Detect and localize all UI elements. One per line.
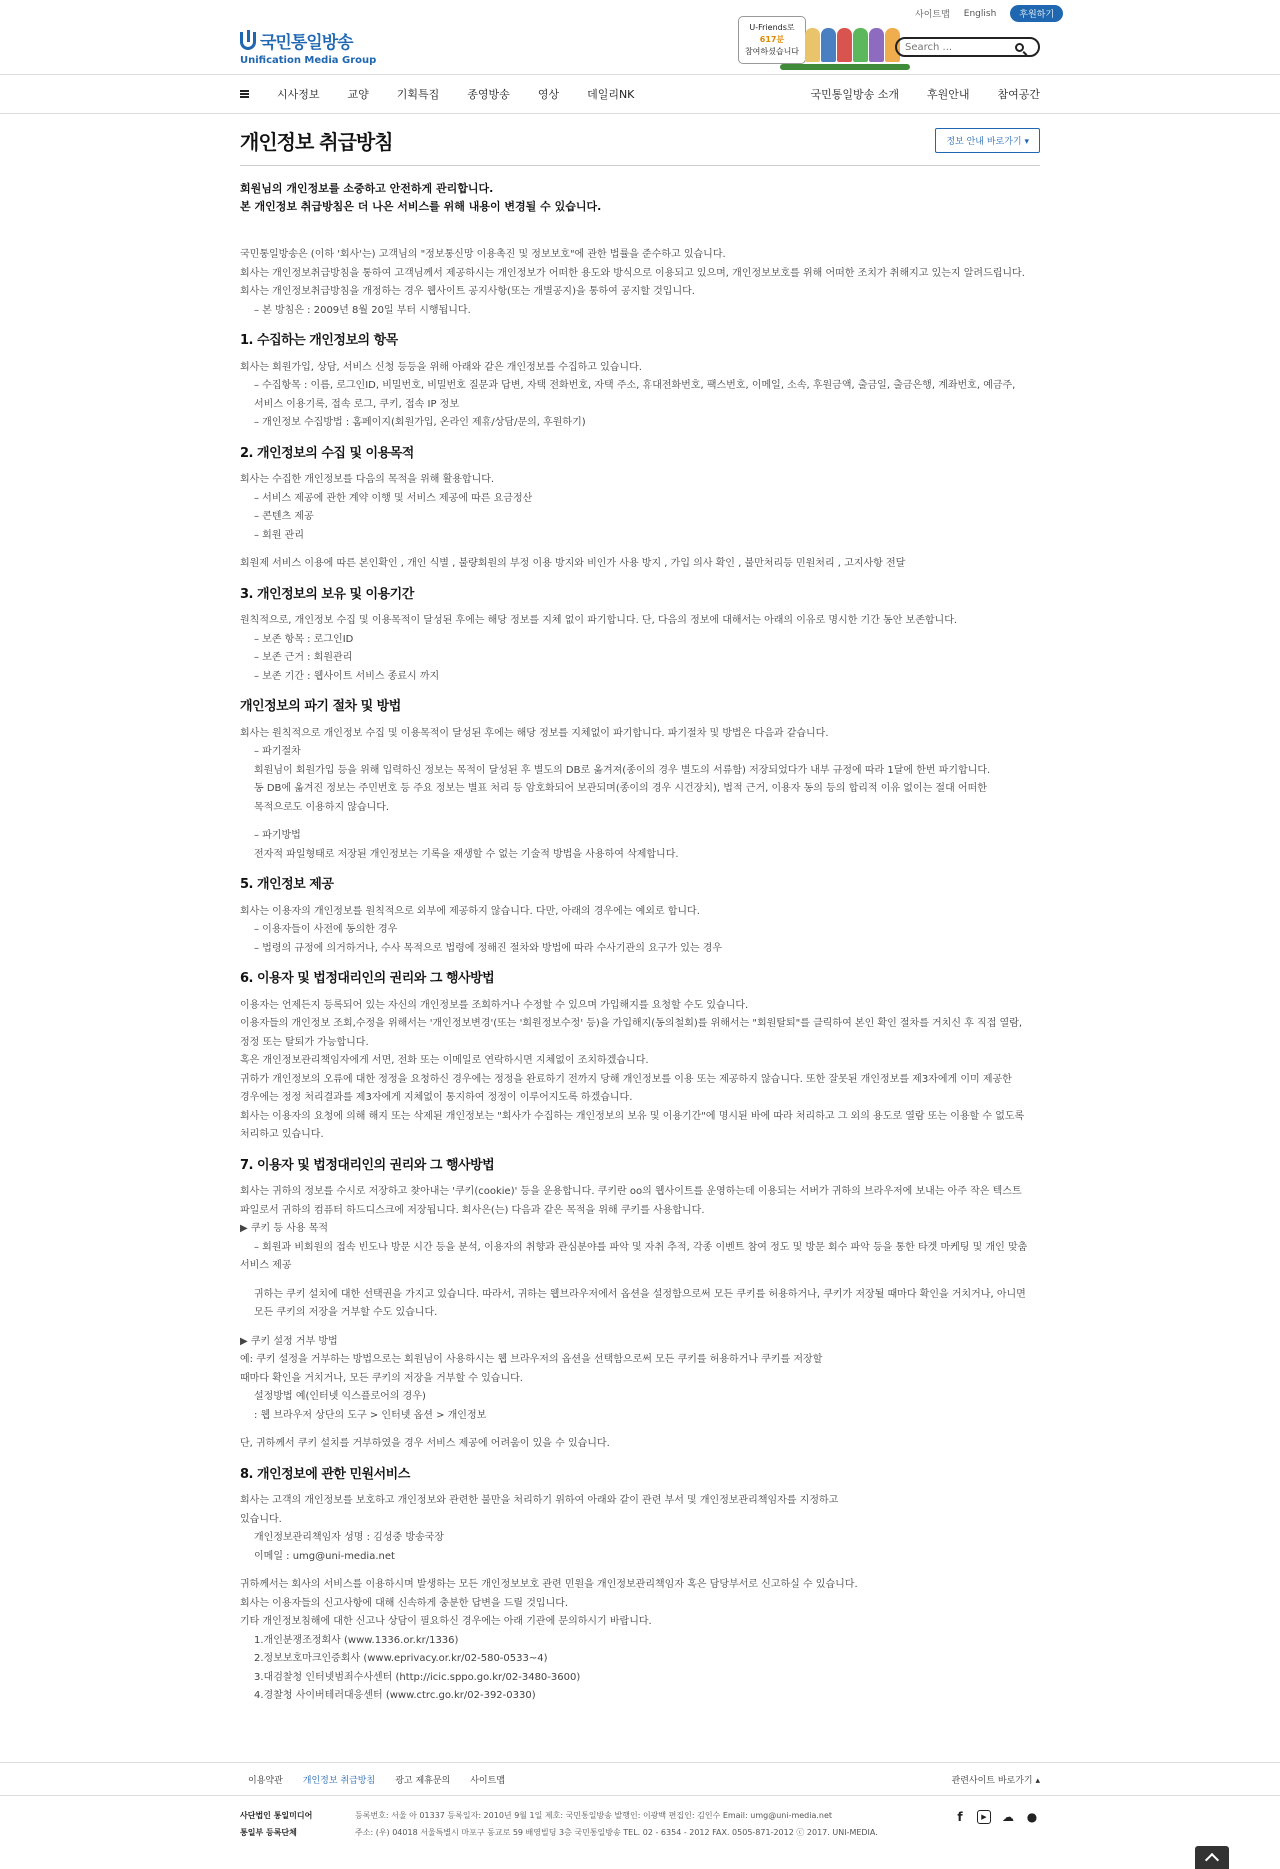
related-sites-dropdown[interactable]: 관련사이트 바로가기 ▴ <box>952 1773 1041 1786</box>
page-title: 개인정보 취급방침 <box>240 130 393 154</box>
top-links <box>915 5 1063 22</box>
section-line: 이용자들의 개인정보 조회,수정을 위해서는 '개인정보변경'(또는 '회원정보수정' 등)을 가입해지(동의철회)를 위해서는 "회원탈퇴"를 클릭하여 본인 확인 절차를 거치신 후 직접 열람, <box>240 1018 1023 1029</box>
youtube-icon[interactable]: ▶ <box>977 1810 991 1824</box>
ufriends-counter[interactable] <box>738 16 806 64</box>
policy-sections <box>240 332 1040 1706</box>
search-box[interactable] <box>895 37 1040 57</box>
section-line: 회사는 이용자의 요청에 의해 해지 또는 삭제된 개인정보는 "회사가 수집하는 개인정보의 보유 및 이용기간"에 명시된 바에 따라 처리하고 그 외의 용도로 열람 또는 이용할 수 없도록 <box>240 1110 1025 1122</box>
section-line: – 회원과 비회원의 접속 빈도나 방문 시간 등을 분석, 이용자의 취향과 관심분야를 파악 및 자취 추적, 각종 이벤트 참여 정도 및 방문 회수 파악 등을 통한 타겟 마케팅 및 개인 맞춤 <box>254 1241 1028 1253</box>
section-line: 처리하고 있습니다. <box>240 1129 324 1140</box>
section-line: 4.경찰청 사이버테러대응센터 (www.ctrc.go.kr/02-392-0330) <box>254 1690 536 1701</box>
section-line: 회사는 수집한 개인정보를 다음의 목적을 위해 활용합니다. <box>240 474 495 485</box>
person-figure <box>837 28 852 62</box>
section-line: – 서비스 제공에 관한 계약 이행 및 서비스 제공에 따른 요금정산 <box>254 492 533 504</box>
main-nav <box>0 74 1280 114</box>
section-line: 모든 쿠키의 저장을 거부할 수도 있습니다. <box>254 1307 438 1318</box>
footer-org-reg: 통일부 등록단체 <box>240 1828 297 1837</box>
english-link[interactable]: English <box>963 8 997 19</box>
people-illustration <box>805 14 905 70</box>
logo-english: Unification Media Group <box>240 55 377 66</box>
section-line: – 회원 관리 <box>254 529 304 541</box>
section-line: ▶ 쿠키 설정 거부 방법 <box>240 1335 338 1347</box>
section-line: 목적으로도 이용하지 않습니다. <box>254 801 390 813</box>
section-spacer <box>240 545 1040 555</box>
section-line: 회사는 고객의 개인정보를 보호하고 개인정보와 관련한 불만을 처리하기 위하여 아래와 같이 관련 부서 및 개인정보관리책임자를 지정하고 <box>240 1495 839 1506</box>
section-line: 서비스 이용기록, 접속 로그, 쿠키, 접속 IP 정보 <box>254 398 459 410</box>
nav-menu <box>277 86 634 102</box>
intro <box>240 180 1040 216</box>
section-line: 회원님이 회원가입 등을 위해 입력하신 정보는 목적이 달성된 후 별도의 DB로 옮겨져(종이의 경우 별도의 서류함) 저장되었다가 내부 규정에 따라 1달에 한번 파기합니다. <box>254 764 991 776</box>
section-line: 경우에는 정정 처리결과를 제3자에게 지체없이 통지하여 정정이 이루어지도록 하겠습니다. <box>240 1092 633 1103</box>
section-line: 이메일 : umg@uni-media.net <box>254 1550 395 1562</box>
nav-item[interactable]: 교양 <box>347 88 369 101</box>
preamble-line: 회사는 개인정보취급방침을 개정하는 경우 웹사이트 공지사항(또는 개별공지)을 통하여 공지할 것입니다. <box>240 286 695 297</box>
footer-link-sitemap[interactable]: 사이트맵 <box>470 1775 506 1786</box>
nav-item-community[interactable]: 참여공간 <box>997 88 1040 101</box>
section-title: 7. 이용자 및 법정대리인의 권리와 그 행사방법 <box>240 1157 495 1173</box>
scroll-top-icon[interactable] <box>1195 1846 1229 1869</box>
preamble <box>240 246 1040 320</box>
footer-link-ads[interactable]: 광고 제휴문의 <box>395 1775 451 1786</box>
section-title: 5. 개인정보 제공 <box>240 877 334 892</box>
logo-mark-icon <box>240 32 256 50</box>
nav-item[interactable]: 기획특집 <box>396 88 440 101</box>
policy-section <box>240 1157 1040 1454</box>
policy-content <box>240 180 1040 1706</box>
section-line: 귀하께서는 회사의 서비스를 이용하시며 발생하는 모든 개인정보보호 관련 민원을 개인정보관리책임자 혹은 담당부서로 신고하실 수 있습니다. <box>240 1579 858 1590</box>
section-line: 귀하가 개인정보의 오류에 대한 정정을 요청하신 경우에는 정정을 완료하기 전까지 당해 개인정보를 이용 또는 제공하지 않습니다. 또한 잘못된 개인정보를 제3자에게 이미 제공한 <box>240 1073 1012 1085</box>
section-title: 1. 수집하는 개인정보의 항목 <box>240 333 398 348</box>
section-line: 단, 귀하께서 쿠키 설치를 거부하였을 경우 서비스 제공에 어려움이 있을 수 있습니다. <box>240 1438 610 1449</box>
ufriends-line3: 참여하셨습니다 <box>744 47 800 56</box>
footer-org <box>240 1807 312 1841</box>
section-line: 회사는 회원가입, 상담, 서비스 신청 등등을 위해 아래와 같은 개인정보를 수집하고 있습니다. <box>240 361 642 373</box>
person-figure <box>821 28 836 62</box>
preamble-line: 국민통일방송은 (이하 '회사'는) 고객님의 "정보통신망 이용촉진 및 정보보호"에 관한 법률을 준수하고 있습니다. <box>240 249 726 260</box>
section-line: 동 DB에 옮겨진 정보는 주민번호 등 주요 정보는 별표 처리 등 암호화되어 보관되며(종이의 경우 시건장치), 법적 근거, 이용자 동의 등의 합리적 이유 없이는 절대 어떠한 <box>254 783 987 794</box>
section-line: – 법령의 규정에 의거하거나, 수사 목적으로 법령에 정해진 절차와 방법에 따라 수사기관의 요구가 있는 경우 <box>254 942 723 954</box>
logo-korean: 국민통일방송 <box>260 33 353 53</box>
blog-icon[interactable]: ● <box>1026 1810 1038 1824</box>
section-line: – 이용자들이 사전에 동의한 경우 <box>254 924 398 935</box>
ground-shape <box>780 64 910 70</box>
section-line: 설정방법 예(인터넷 익스플로어의 경우) <box>254 1391 426 1402</box>
section-line: 회사는 귀하의 정보를 수시로 저장하고 찾아내는 '쿠키(cookie)' 등을 운용합니다. 쿠키란 oo의 웹사이트를 운영하는데 이용되는 서버가 귀하의 브라우저에 보내는 아주 작은 텍스트 <box>240 1186 1022 1197</box>
section-line: 2.정보보호마크인증회사 (www.eprivacy.or.kr/02-580-0533~4) <box>254 1653 548 1664</box>
footer-reg-line: 등록번호: 서울 아 01337 등록일자: 2010년 9월 1일 제호: 국민통일방송 발행인: 이광백 편집인: 김인수 Email: umg@uni-media.net <box>355 1811 833 1820</box>
section-title: 6. 이용자 및 법정대리인의 권리와 그 행사방법 <box>240 971 495 986</box>
section-spacer <box>240 1276 1040 1286</box>
section-line: 원칙적으로, 개인정보 수집 및 이용목적이 달성된 후에는 해당 정보를 지체 없이 파기합니다. 단, 다음의 정보에 대해서는 아래의 이유로 명시한 기간 동안 보존합니다. <box>240 615 958 626</box>
section-line: 회사는 원칙적으로 개인정보 수집 및 이용목적이 달성된 후에는 해당 정보를 지체없이 파기합니다. 파기절차 및 방법은 다음과 같습니다. <box>240 727 829 739</box>
section-line: – 파기방법 <box>254 830 301 841</box>
section-spacer <box>240 1323 1040 1333</box>
policy-section <box>240 332 1040 433</box>
section-line: 3.대검찰청 인터넷범죄수사센터 (http://icic.sppo.go.kr/02-3480-3600) <box>254 1671 581 1683</box>
section-line: 파일로서 귀하의 컴퓨터 하드디스크에 저장됩니다. 회사은(는) 다음과 같은 목적을 위해 쿠키를 사용합니다. <box>240 1204 705 1216</box>
title-row <box>240 126 1040 166</box>
search-input[interactable] <box>905 42 1015 53</box>
hamburger-icon[interactable] <box>240 90 249 98</box>
policy-section <box>240 1466 1040 1706</box>
section-line: 개인정보관리책임자 성명 : 김성중 방송국장 <box>254 1532 444 1543</box>
footer-registration <box>355 1807 878 1841</box>
person-figure <box>869 28 884 62</box>
section-line: – 파기절차 <box>254 746 301 757</box>
section-title: 개인정보의 파기 절차 및 방법 <box>240 699 401 714</box>
section-line: 예: 쿠키 설정을 거부하는 방법으로는 회원님이 사용하시는 웹 브라우저의 옵션을 선택함으로써 모든 쿠키를 허용하거나 쿠키를 저장할 <box>240 1354 823 1365</box>
cloud-icon[interactable]: ☁ <box>1002 1810 1014 1824</box>
logo[interactable] <box>240 28 376 66</box>
section-line: – 보존 항목 : 로그인ID <box>254 633 354 645</box>
section-line: – 보존 근거 : 회원관리 <box>254 652 353 663</box>
section-line: 서비스 제공 <box>240 1260 292 1271</box>
section-title: 3. 개인정보의 보유 및 이용기간 <box>240 586 414 602</box>
section-line: 정정 또는 탈퇴가 가능합니다. <box>240 1036 369 1048</box>
section-line: 기타 개인정보침해에 대한 신고나 상담이 필요하신 경우에는 아래 기관에 문의하시기 바랍니다. <box>240 1616 652 1627</box>
section-line: ▶ 쿠키 등 사용 목적 <box>240 1223 329 1234</box>
policy-section <box>240 586 1040 687</box>
section-title: 2. 개인정보의 수집 및 이용목적 <box>240 445 414 461</box>
nav-right <box>810 86 1040 102</box>
donate-button[interactable]: 후원하기 <box>1010 5 1063 22</box>
policy-section <box>240 698 1040 864</box>
section-line: 때마다 확인을 거치거나, 모든 쿠키의 저장을 거부할 수 있습니다. <box>240 1372 523 1384</box>
section-spacer <box>240 817 1040 827</box>
footer-link-terms[interactable]: 이용약관 <box>248 1775 283 1786</box>
quick-nav-dropdown[interactable]: 정보 안내 바로가기 ▾ <box>935 128 1040 153</box>
social-links <box>953 1810 1039 1824</box>
nav-item-about[interactable]: 국민통일방송 소개 <box>810 88 899 101</box>
facebook-icon[interactable]: f <box>957 1810 963 1824</box>
section-spacer <box>240 1425 1040 1435</box>
section-line: – 수집항목 : 이름, 로그인ID, 비밀번호, 비밀번호 질문과 답변, 자택 전화번호, 자택 주소, 휴대전화번호, 팩스번호, 이메일, 소속, 후원금액, 출금일, 출금은행, 계좌번호, 예금주, <box>254 380 1016 391</box>
ufriends-line1: U-Friends로 <box>749 23 795 32</box>
footer-link-privacy[interactable]: 개인정보 취급방침 <box>302 1775 376 1786</box>
section-line: 이용자는 언제든지 등록되어 있는 자신의 개인정보를 조회하거나 수정할 수 있으며 가입해지를 요청할 수도 있습니다. <box>240 999 749 1011</box>
footer-org-name: 사단법인 통일미디어 <box>240 1811 313 1820</box>
section-line: – 개인정보 수집방법 : 홈페이지(회원가입, 온라인 제휴/상담/문의, 후원하기) <box>254 417 586 428</box>
section-line: 혹은 개인정보관리책임자에게 서면, 전화 또는 이메일로 연락하시면 지체없이 조치하겠습니다. <box>240 1055 649 1066</box>
ufriends-count: 617분 <box>759 35 785 44</box>
section-line: 있습니다. <box>240 1513 282 1525</box>
section-line: – 콘텐츠 제공 <box>254 511 314 522</box>
nav-item[interactable]: 시사정보 <box>277 88 320 101</box>
nav-item-donation[interactable]: 후원안내 <box>926 88 970 101</box>
footer-reg-line: 주소: (우) 04018 서울특별시 마포구 동교로 59 배영빌딩 3층 국민통일방송 TEL. 02 - 6354 - 2012 FAX. 0505-871-2012 ⓒ 2017. UNI-MEDIA. <box>355 1828 878 1837</box>
intro-line: 회원님의 개인정보를 소중하고 안전하게 관리합니다. <box>240 182 494 195</box>
policy-section <box>240 876 1040 958</box>
section-line: 회사는 이용자들의 신고사항에 대해 신속하게 충분한 답변을 드릴 것입니다. <box>240 1597 569 1609</box>
policy-section <box>240 970 1040 1145</box>
policy-section <box>240 445 1040 574</box>
section-line: 귀하는 쿠키 설치에 대한 선택권을 가지고 있습니다. 따라서, 귀하는 웹브라우저에서 옵션을 설정함으로써 모든 쿠키를 허용하거나, 쿠키가 저장될 때마다 확인을 거치거나, 아니면 <box>254 1288 1026 1300</box>
nav-item[interactable]: 영상 <box>537 88 560 101</box>
intro-line: 본 개인정보 취급방침은 더 나은 서비스를 위해 내용이 변경될 수 있습니다. <box>240 200 602 213</box>
search-icon[interactable] <box>1015 43 1024 52</box>
preamble-line: – 본 방침은 : 2009년 8월 20일 부터 시행됩니다. <box>254 304 471 316</box>
section-spacer <box>240 1566 1040 1576</box>
sitemap-link[interactable]: 사이트맵 <box>915 10 950 20</box>
nav-item[interactable]: 데일리NK <box>587 88 635 101</box>
section-line: 전자적 파일형태로 저장된 개인정보는 기록을 재생할 수 없는 기술적 방법을 사용하여 삭제합니다. <box>254 848 679 860</box>
person-figure <box>805 28 820 62</box>
footer-links <box>0 1762 1280 1796</box>
nav-item[interactable]: 종영방송 <box>467 88 510 101</box>
person-figure <box>853 28 868 62</box>
preamble-line: 회사는 개인정보취급방침을 통하여 고객님께서 제공하시는 개인정보가 어떠한 용도와 방식으로 이용되고 있으며, 개인정보보호를 위해 어떠한 조치가 취해지고 있는지 알려드립니다. <box>240 267 1025 279</box>
section-line: 1.개인분쟁조정회사 (www.1336.or.kr/1336) <box>254 1634 459 1646</box>
section-line: : 웹 브라우저 상단의 도구 > 인터넷 옵션 > 개인정보 <box>254 1409 487 1421</box>
section-line: – 보존 기간 : 웹사이트 서비스 종료시 까지 <box>254 670 440 682</box>
section-line: 회원제 서비스 이용에 따른 본인확인 , 개인 식별 , 불량회원의 부정 이용 방지와 비인가 사용 방지 , 가입 의사 확인 , 불만처리등 민원처리 , 고지사항 전달 <box>240 558 906 569</box>
section-title: 8. 개인정보에 관한 민원서비스 <box>240 1466 410 1482</box>
section-line: 회사는 이용자의 개인정보를 원칙적으로 외부에 제공하지 않습니다. 다만, 아래의 경우에는 예외로 합니다. <box>240 905 700 917</box>
